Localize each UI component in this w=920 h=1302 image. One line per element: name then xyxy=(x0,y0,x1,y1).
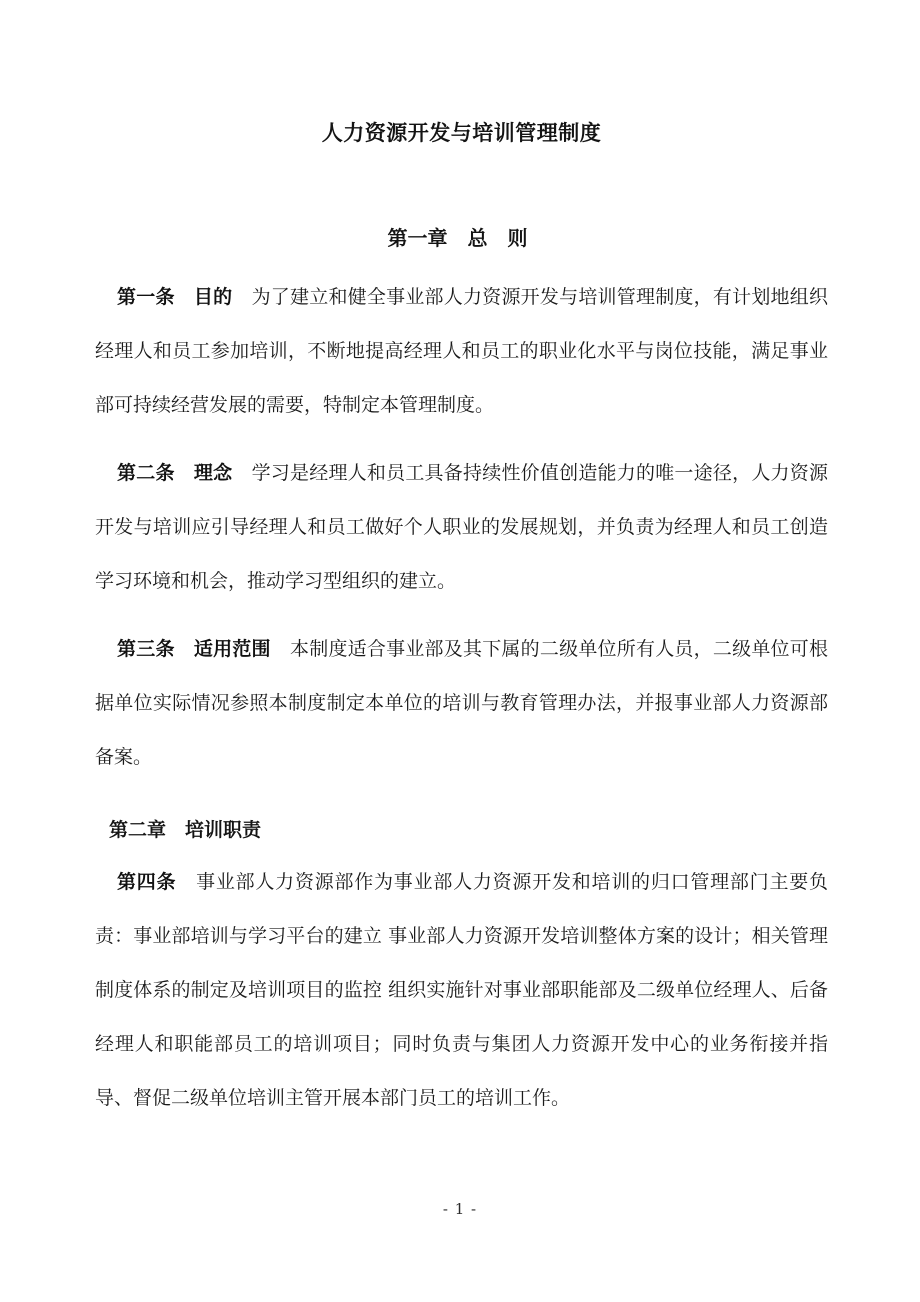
document-content xyxy=(95,0,828,1125)
article-body-text: 为了建立和健全事业部人力资源开发与培训管理制度，有计划地组织经理人和员工参加培训，不断地提高经理人和员工的职业化水平与岗位技能，满足事业部可持续经营发展的需要，特制定本管理制度。 xyxy=(95,286,828,416)
chapter-heading-one: 第一章 总 则 xyxy=(387,226,528,250)
article-paragraph xyxy=(95,622,828,784)
chapter-heading-two: 第二章 培训职责 xyxy=(109,819,262,841)
page-number-footer: - 1 - xyxy=(442,1200,478,1218)
article-paragraph xyxy=(95,446,828,608)
document-title: 人力资源开发与培训管理制度 xyxy=(321,120,602,145)
article-lead-label: 第一条 目的 xyxy=(117,286,252,308)
article-lead-label: 第四条 xyxy=(117,871,197,893)
article-body-text: 学习是经理人和员工具备持续性价值创造能力的唯一途径，人力资源开发与培训应引导经理人和员工做好个人职业的发展规划，并负责为经理人和员工创造学习环境和机会，推动学习型组织的建立。 xyxy=(95,462,828,592)
paragraph-spacer xyxy=(95,432,828,446)
article-body-text: 事业部人力资源部作为事业部人力资源开发和培训的归口管理部门主要负责：事业部培训与学习平台的建立 事业部人力资源开发培训整体方案的设计；相关管理制度体系的制定及培训项目的监控 组织实施针对事业部职能部及二级单位经理人、后备经理人和职能部员工的培训项目；同时负责与集团人力资源开发中心的业务衔接并指导、督促二级单位培训主管开展本部门员工的培训工作。 xyxy=(95,871,828,1109)
article-body-text: 本制度适合事业部及其下属的二级单位所有人员，二级单位可根据单位实际情况参照本制度制定本单位的培训与教育管理办法，并报事业部人力资源部备案。 xyxy=(95,638,828,768)
article-lead-label: 第二条 理念 xyxy=(117,462,252,484)
article-paragraph xyxy=(95,254,828,432)
article-paragraph xyxy=(95,855,828,1125)
paragraph-spacer xyxy=(95,608,828,622)
article-lead-label: 第三条 适用范围 xyxy=(117,638,290,660)
